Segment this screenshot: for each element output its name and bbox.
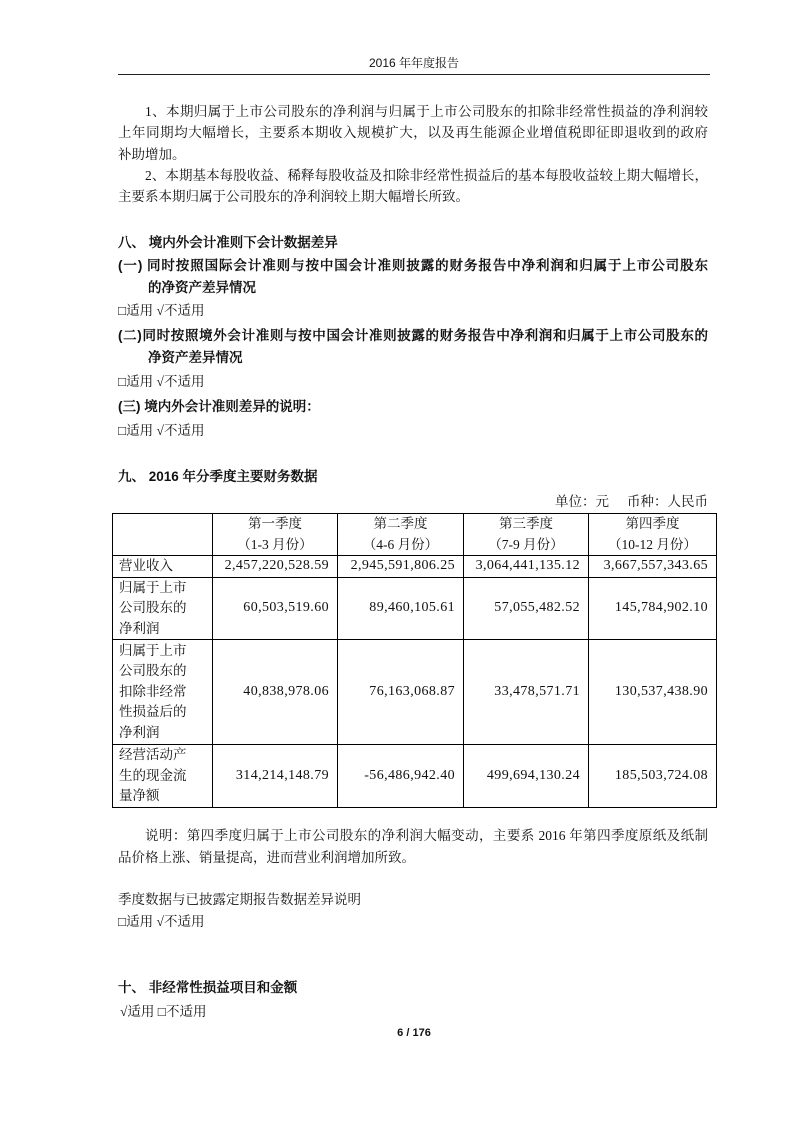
currency-label: 币种：人民币 xyxy=(627,494,708,509)
value-cell: 57,055,482.52 xyxy=(464,577,589,640)
subsection-2-applicability: □适用 √不适用 xyxy=(118,374,205,389)
quarter-period: （10-12 月份） xyxy=(608,536,697,552)
row-label: 经营活动产生的现金流量净额 xyxy=(119,747,187,803)
subsection-title-line: (三) 境内外会计准则差异的说明： xyxy=(118,399,320,414)
subsection-title-line: (一) 同时按照国际会计准则与按中国会计准则披露的财务报告中净利润和归属于上市公司股东 xyxy=(118,258,708,273)
row-label: 营业收入 xyxy=(119,558,173,573)
quarter-period: （7-9 月份） xyxy=(488,536,564,552)
unit-label: 单位：元 xyxy=(555,494,609,509)
row-revenue xyxy=(113,556,717,578)
quarter-name: 第三季度 xyxy=(499,516,553,531)
note-line: 补助增加。 xyxy=(118,146,186,162)
value-cell: 40,838,978.06 xyxy=(213,640,338,745)
value-cell: 76,163,068.87 xyxy=(338,640,464,745)
quarterly-financial-table xyxy=(112,513,717,808)
value-cell: 2,457,220,528.59 xyxy=(213,556,338,578)
row-label: 归属于上市公司股东的扣除非经常性损益后的净利润 xyxy=(119,642,187,740)
value-cell: 499,694,130.24 xyxy=(464,745,589,808)
row-label-cell xyxy=(113,577,213,640)
value-cell: 89,460,105.61 xyxy=(338,577,464,640)
subsection-1-title xyxy=(118,255,708,299)
subsection-3-title xyxy=(118,396,708,418)
subsection-2-title xyxy=(118,325,708,369)
table-corner-cell xyxy=(113,514,213,556)
quarter-name: 第四季度 xyxy=(625,516,680,531)
quarter-period: （4-6 月份） xyxy=(362,536,439,552)
section-8-heading: 八、 境内外会计准则下会计数据差异 xyxy=(118,235,338,250)
note-line: 1、本期归属于上市公司股东的净利润与归属于上市公司股东的扣除非经常性损益的净利润较 xyxy=(145,104,708,119)
row-label: 归属于上市公司股东的净利润 xyxy=(119,579,187,636)
note-line: 主要系本期归属于公司股东的净利润较上期大幅增长所致。 xyxy=(118,189,469,205)
row-net-profit xyxy=(113,577,717,640)
row-label-cell xyxy=(113,640,213,745)
value-cell: 185,503,724.08 xyxy=(589,745,717,808)
value-cell: 3,667,557,343.65 xyxy=(589,556,717,578)
header-q1 xyxy=(213,514,338,556)
row-operating-cash-flow xyxy=(113,745,717,808)
quarter-name: 第一季度 xyxy=(248,516,302,531)
value-cell: 314,214,148.79 xyxy=(213,745,338,808)
header-q3 xyxy=(464,514,589,556)
subsection-1-applicability: □适用 √不适用 xyxy=(118,303,205,318)
header-rule xyxy=(118,74,710,75)
value-cell: 60,503,519.60 xyxy=(213,577,338,640)
value-cell: 3,064,441,135.12 xyxy=(464,556,589,578)
quarterly-note-line: 品价格上涨、销量提高，进而营业利润增加所致。 xyxy=(118,850,415,865)
section-10-heading: 十、 非经常性损益项目和金额 xyxy=(118,980,298,995)
value-cell: 130,537,438.90 xyxy=(589,640,717,745)
section-10-applicability: √适用 □不适用 xyxy=(120,1004,207,1019)
subsection-title-line: 的净资产差异情况 xyxy=(148,280,256,295)
header-q2 xyxy=(338,514,464,556)
subsection-3-applicability: □适用 √不适用 xyxy=(118,423,205,438)
header-q4 xyxy=(589,514,717,556)
value-cell: -56,486,942.40 xyxy=(338,745,464,808)
quarter-name: 第二季度 xyxy=(373,516,428,531)
profit-notes xyxy=(118,101,708,207)
note-line: 2、本期基本每股收益、稀释每股收益及扣除非经常性损益后的基本每股收益较上期大幅增长， xyxy=(145,167,708,183)
quarterly-note-line: 说明：第四季度归属于上市公司股东的净利润大幅变动，主要系 2016 年第四季度原纸及纸制 xyxy=(145,828,708,843)
page-number: 6 / 176 xyxy=(397,1027,431,1039)
subsection-title-line: 净资产差异情况 xyxy=(148,350,243,365)
quarterly-diff-applicability: □适用 √不适用 xyxy=(118,914,205,929)
table-header-row xyxy=(113,514,717,556)
value-cell: 145,784,902.10 xyxy=(589,577,717,640)
note-line: 上年同期均大幅增长，主要系本期收入规模扩大，以及再生能源企业增值税即征即退收到的政府 xyxy=(118,125,708,141)
section-9-heading: 九、 2016 年分季度主要财务数据 xyxy=(118,469,318,484)
quarter-period: （1-3 月份） xyxy=(237,536,313,552)
row-label-cell xyxy=(113,745,213,808)
row-label-cell xyxy=(113,556,213,578)
unit-currency-line xyxy=(118,491,708,513)
running-header-title: 2016 年年度报告 xyxy=(368,56,460,70)
value-cell: 33,478,571.71 xyxy=(464,640,589,745)
row-net-profit-deducted xyxy=(113,640,717,745)
quarterly-note xyxy=(118,825,708,869)
value-cell: 2,945,591,806.25 xyxy=(338,556,464,578)
quarterly-diff-title: 季度数据与已披露定期报告数据差异说明 xyxy=(118,892,361,907)
subsection-title-line: (二)同时按照境外会计准则与按中国会计准则披露的财务报告中净利润和归属于上市公司股东的 xyxy=(118,328,708,343)
